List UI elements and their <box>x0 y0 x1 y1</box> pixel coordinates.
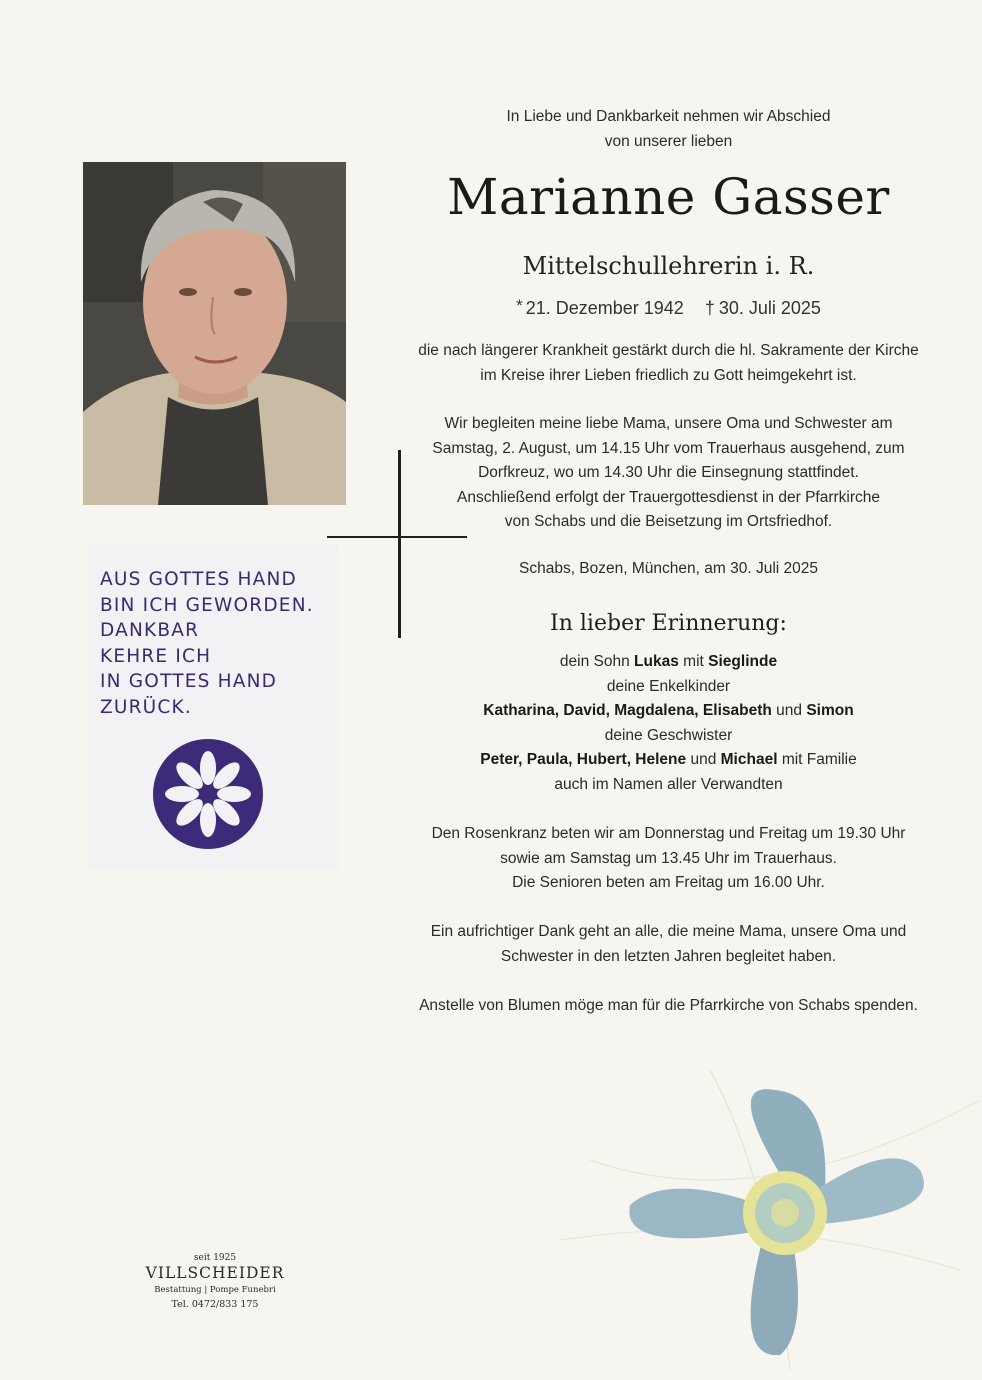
verse-line: BIN ICH GEWORDEN. <box>100 594 314 616</box>
text-line: Anschließend erfolgt der Trauergottesdienst in der Pfarrkirche <box>456 488 881 506</box>
handwritten-verse <box>100 567 314 720</box>
intro-line: In Liebe und Dankbarkeit nehmen wir Abschied <box>506 108 831 125</box>
deceased-title: Mittelschullehrerin i. R. <box>522 252 815 280</box>
logo-subtitle: Bestattung | Pompe Funebri <box>154 1285 276 1295</box>
text-line: im Kreise ihrer Lieben friedlich zu Gott heimgekehrt ist. <box>480 366 857 384</box>
text-span: und <box>690 751 717 768</box>
grandchildren-names: Katharina, David, Magdalena, Elisabeth <box>483 702 772 719</box>
logo-brand: VILLSCHEIDER <box>145 1264 285 1282</box>
death-date: 30. Juli 2025 <box>718 298 821 318</box>
paragraph-donation <box>395 994 942 1019</box>
son-name: Lukas <box>634 653 679 670</box>
verse-line: AUS GOTTES HAND <box>100 569 297 590</box>
funeral-home-logo <box>140 1253 290 1310</box>
family-son-line <box>395 650 942 675</box>
life-dates <box>395 296 942 319</box>
text-line: Ein aufrichtiger Dank geht an alle, die meine Mama, unsere Oma und <box>430 923 907 940</box>
verse-line: ZURÜCK. <box>100 696 192 718</box>
verse-line: IN GOTTES HAND <box>100 671 278 692</box>
text-line: Dorfkreuz, wo um 14.30 Uhr die Einsegnung stattfindet. <box>478 464 859 481</box>
text-span: dein Sohn <box>559 653 630 670</box>
text-line: Anstelle von Blumen möge man für die Pfarrkirche von Schabs spenden. <box>419 997 918 1014</box>
text-line: Den Rosenkranz beten wir am Donnerstag und Freitag um 19.30 Uhr <box>431 825 906 842</box>
place-date: Schabs, Bozen, München, am 30. Juli 2025 <box>519 560 818 577</box>
death-cross-icon: † <box>704 298 715 318</box>
text-line: von Schabs und die Beisetzung im Ortsfriedhof. <box>504 513 833 530</box>
partner-name: Sieglinde <box>708 653 778 670</box>
memory-heading: In lieber Erinnerung: <box>550 611 787 636</box>
family-list <box>395 650 942 797</box>
paragraph-passing <box>395 339 942 388</box>
sibling-name: Michael <box>720 751 778 768</box>
text-span: und <box>776 702 803 719</box>
grandchild-name: Simon <box>806 702 854 719</box>
birth-star-icon: * <box>516 296 523 315</box>
text-line: Schwester in den letzten Jahren begleitet haben. <box>500 947 837 965</box>
cross-horizontal-bar <box>327 536 467 538</box>
paragraph-rosary <box>395 822 942 896</box>
wheel-symbol-icon <box>152 738 264 850</box>
text-line: Samstag, 2. August, um 14.15 Uhr vom Trauerhaus ausgehend, zum <box>432 439 905 457</box>
text-line: Die Senioren beten am Freitag um 16.00 Uhr. <box>512 874 825 891</box>
grandchildren-label: deine Enkelkinder <box>606 677 731 695</box>
verse-line: KEHRE ICH <box>100 645 212 667</box>
portrait-photo <box>83 162 346 505</box>
paragraph-funeral <box>395 412 942 535</box>
relatives-line: auch im Namen aller Verwandten <box>554 775 783 793</box>
intro-text <box>395 104 942 154</box>
flower-illustration <box>560 1040 980 1370</box>
logo-since: seit 1925 <box>193 1253 237 1263</box>
text-line: die nach längerer Krankheit gestärkt durch die hl. Sakramente der Kirche <box>418 342 919 359</box>
grandchildren-line <box>395 699 942 724</box>
birth-date: 21. Dezember 1942 <box>525 298 684 318</box>
logo-phone: Tel. 0472/833 175 <box>171 1299 259 1310</box>
deceased-name: Marianne Gasser <box>447 168 890 226</box>
text-span: mit Familie <box>781 751 857 768</box>
intro-line: von unserer lieben <box>604 133 733 150</box>
siblings-names: Peter, Paula, Hubert, Helene <box>480 751 687 768</box>
siblings-label: deine Geschwister <box>604 726 733 744</box>
handwritten-card <box>88 545 338 870</box>
siblings-line <box>395 748 942 773</box>
text-span: mit <box>683 653 704 670</box>
paragraph-thanks <box>395 920 942 969</box>
text-line: sowie am Samstag um 13.45 Uhr im Trauerhaus. <box>500 849 837 867</box>
text-line: Wir begleiten meine liebe Mama, unsere Oma und Schwester am <box>444 415 893 432</box>
verse-line: DANKBAR <box>100 620 200 641</box>
